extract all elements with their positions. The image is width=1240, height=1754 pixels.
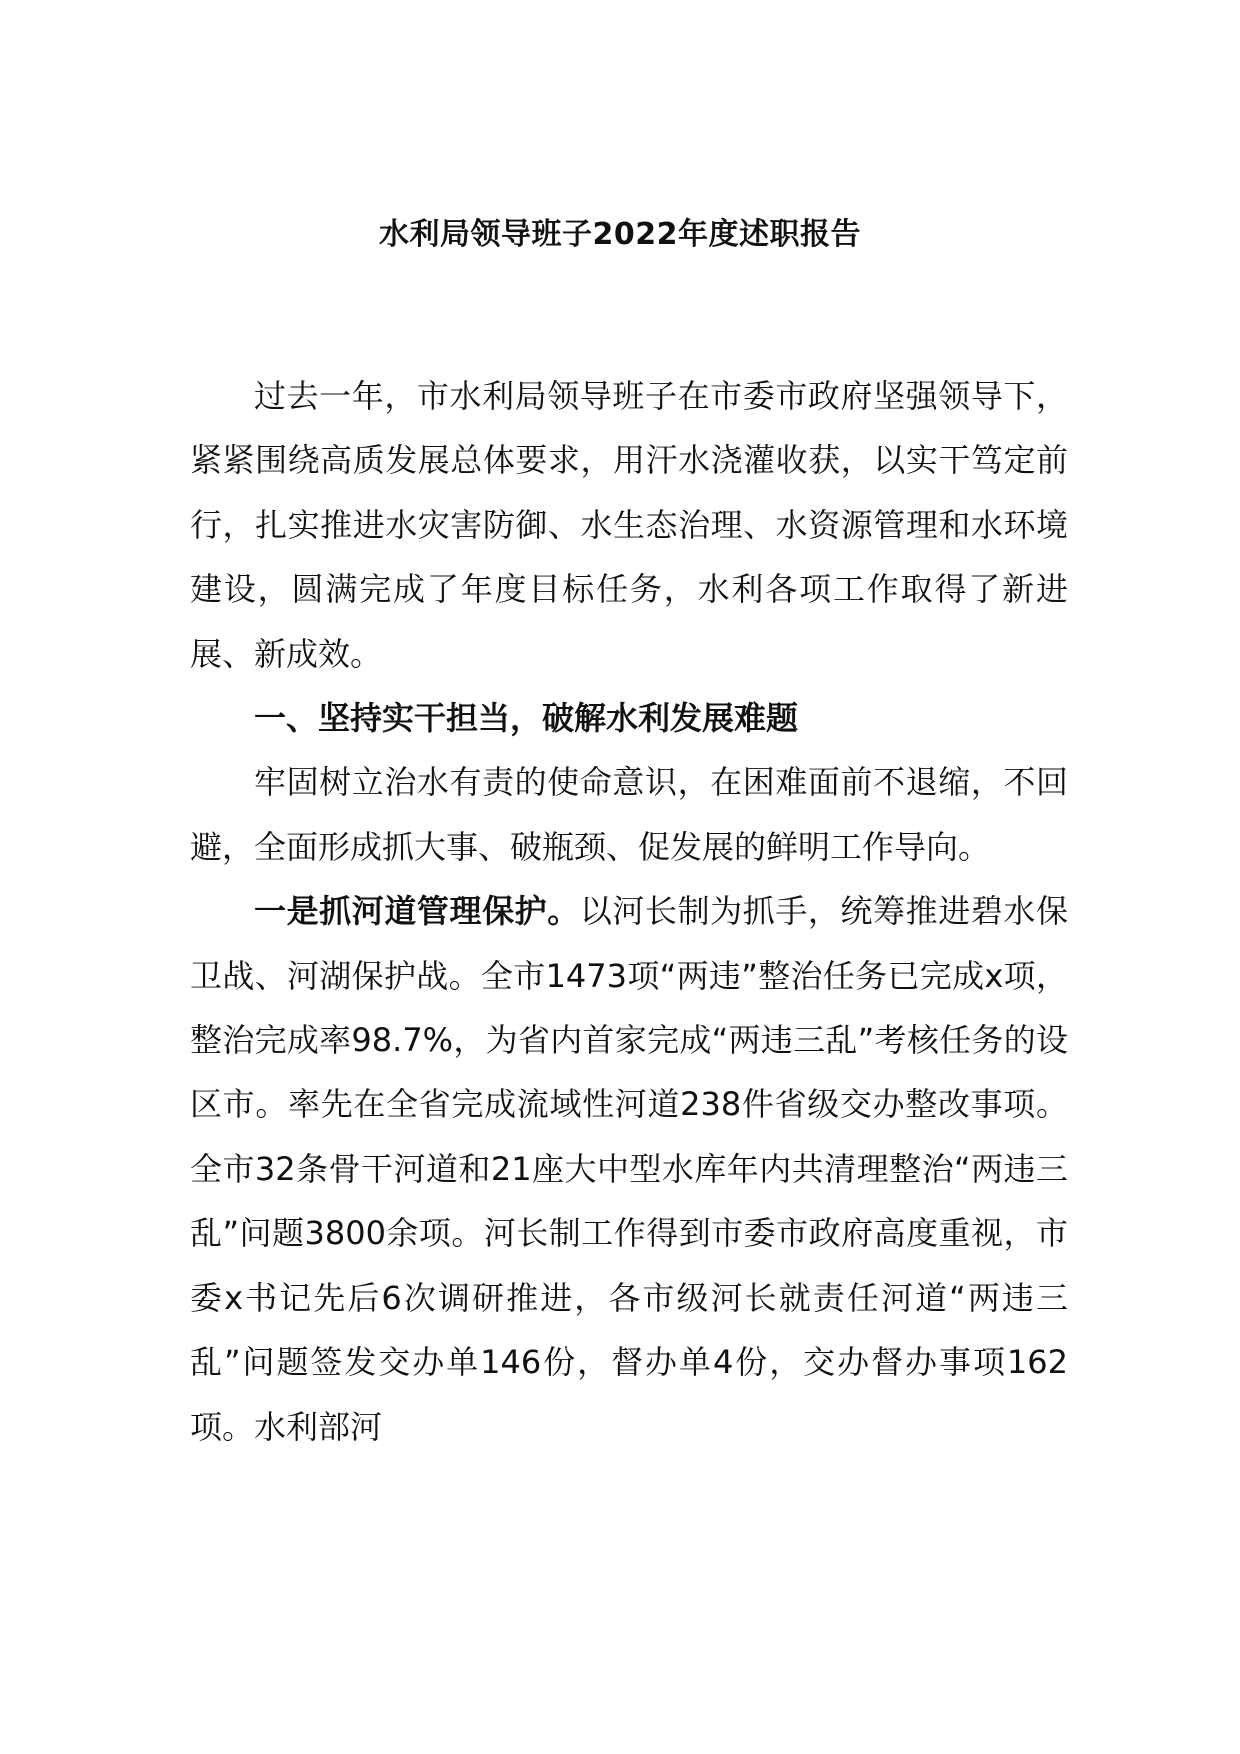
document-body [190,364,1068,1459]
section-heading: 一、坚持实干担当，破解水利发展难题 [254,699,799,738]
item-paragraph [190,879,1068,1459]
section-intro-paragraph: 牢固树立治水有责的使命意识，在困难面前不退缩，不回避，全面形成抓大事、破瓶颈、促发展的鲜明工作导向。 [190,763,1068,866]
item-lead-text: 一是抓河道管理保护。 [254,892,580,931]
item-body-text: 以河长制为抓手，统筹推进碧水保卫战、河湖保护战。全市1473项“两违”整治任务已完成x项，整治完成率98.7%，为省内首家完成“两违三乱”考核任务的设区市。率先在全省完成流域性河道238件省级交办整改事项。全市32条骨干河道和21座大中型水库年内共清理整治“两违三乱”问题3800余项。河长制工作得到市委市政府高度重视，市委x书记先后6次调研推进，各市级河长就责任河道“两违三乱”问题签发交办单146份，督办单4份，交办督办事项162项。水利部河 [190,892,1068,1446]
document-title: 水利局领导班子2022年度述职报告 [379,217,861,252]
intro-paragraph: 过去一年，市水利局领导班子在市委市政府坚强领导下，紧紧围绕高质发展总体要求，用汗水浇灌收获，以实干笃定前行，扎实推进水灾害防御、水生态治理、水资源管理和水环境建设，圆满完成了年度目标任务，水利各项工作取得了新进展、新成效。 [190,377,1068,673]
